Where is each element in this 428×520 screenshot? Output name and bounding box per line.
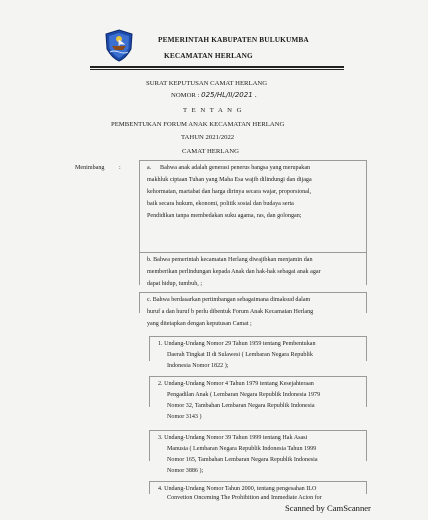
law-line: 4. Undang-Undang Nomor Tahun 2000, tentang pengesahan ILO [158, 486, 317, 492]
law-line: 2. Undang-Undang Nomor 4 Tahun 1979 tentang Kesejahteraan [158, 381, 314, 387]
letterhead-district: KECAMATAN HERLANG [164, 51, 253, 60]
considering-colon: : [119, 165, 121, 171]
letterhead-government: PEMERINTAH KABUPATEN BULUKUMBA [158, 35, 309, 44]
decree-type: SURAT KEPUTUSAN CAMAT HERLANG [146, 80, 268, 87]
decree-number-row [171, 91, 257, 99]
law-line: Manusia ( Lembaran Negara Republik Indonesia Tahun 1999 [167, 446, 317, 452]
item-c-line: c. Bahwa berdasarkan pertimbangan sebagaimana dimaksud dalam [147, 297, 311, 303]
considering-label: Menimbang [75, 165, 105, 171]
scanner-watermark: Scanned by CamScanner [285, 503, 371, 513]
decree-issuer: CAMAT HERLANG [182, 148, 239, 155]
law-line: Nomor 32, Tambahan Lembaran Negara Republik Indonesia [167, 403, 315, 409]
law-line: 3. Undang-Undang Nomor 39 Tahun 1999 tentang Hak Asasi [158, 435, 308, 441]
law-line: Nomor 165, Tambahan Lembaran Negara Republik Indonesia [167, 457, 318, 463]
law-line: 1. Undang-Undang Nomor 29 Tahun 1959 tentang Pembentukan [158, 341, 316, 347]
item-a-line: Pendidikan tanpa membedakan suku agama, ras, dan golongan; [147, 213, 302, 219]
item-b-line: dapat hidup, tumbuh, ; [147, 281, 203, 287]
bulukumba-emblem-icon [104, 29, 134, 62]
law-line: Pengadilan Anak ( Lembaran Negara Republik Indonesia 1979 [167, 392, 321, 398]
letterhead-rule-thick [90, 66, 344, 68]
decree-number-label: NOMOR : [171, 92, 200, 99]
law-line: Nomor 3143 ) [167, 414, 202, 420]
item-a-marker: a. [147, 165, 152, 171]
decree-year: TAHUN 2021/2022 [181, 134, 235, 141]
item-c-line: huruf a dan huruf b perlu dibentuk Forum Anak Kecamatan Herlang [147, 309, 314, 315]
item-b-line: memberikan perlindungan kepada Anak dan hak-hak sebagai anak agar [147, 269, 321, 275]
law-line: Daerah Tingkat II di Sulawesi ( Lembaran Negara Republik [167, 352, 313, 358]
law-line: Indonesia Nomor 1822 ); [167, 363, 229, 369]
decree-about: T E N T A N G [183, 107, 244, 114]
item-b-line: b. Bahwa pemerintah kecamatan Herlang diwajibkan menjamin dan [147, 257, 313, 263]
item-a-line: baik secara hukum, ekonomi, politik sosial dan budaya serta [147, 201, 294, 207]
item-a-line: Bahwa anak adalah generasi penerus bangsa yang merupakan [160, 165, 311, 171]
letterhead-rule-thin [90, 69, 344, 70]
item-c-line: yang ditetapkan dengan keputusan Camat ; [147, 321, 252, 327]
decree-subject: PEMBENTUKAN FORUM ANAK KECAMATAN HERLANG [111, 121, 285, 128]
law-line: Nomor 3886 ); [167, 468, 204, 474]
item-a-line: kehormatan, martabat dan harga dirinya secara wajar, proporsional, [147, 189, 312, 195]
law-line: Convetion Onceming The Prohibition and Immediate Acion for [167, 495, 322, 501]
decree-number-handwritten: 025/HL/II/2021 . [201, 91, 258, 99]
item-a-line: makhluk ciptaan Tuhan yang Maha Esa wajib dilindungi dan dijaga [147, 177, 312, 183]
